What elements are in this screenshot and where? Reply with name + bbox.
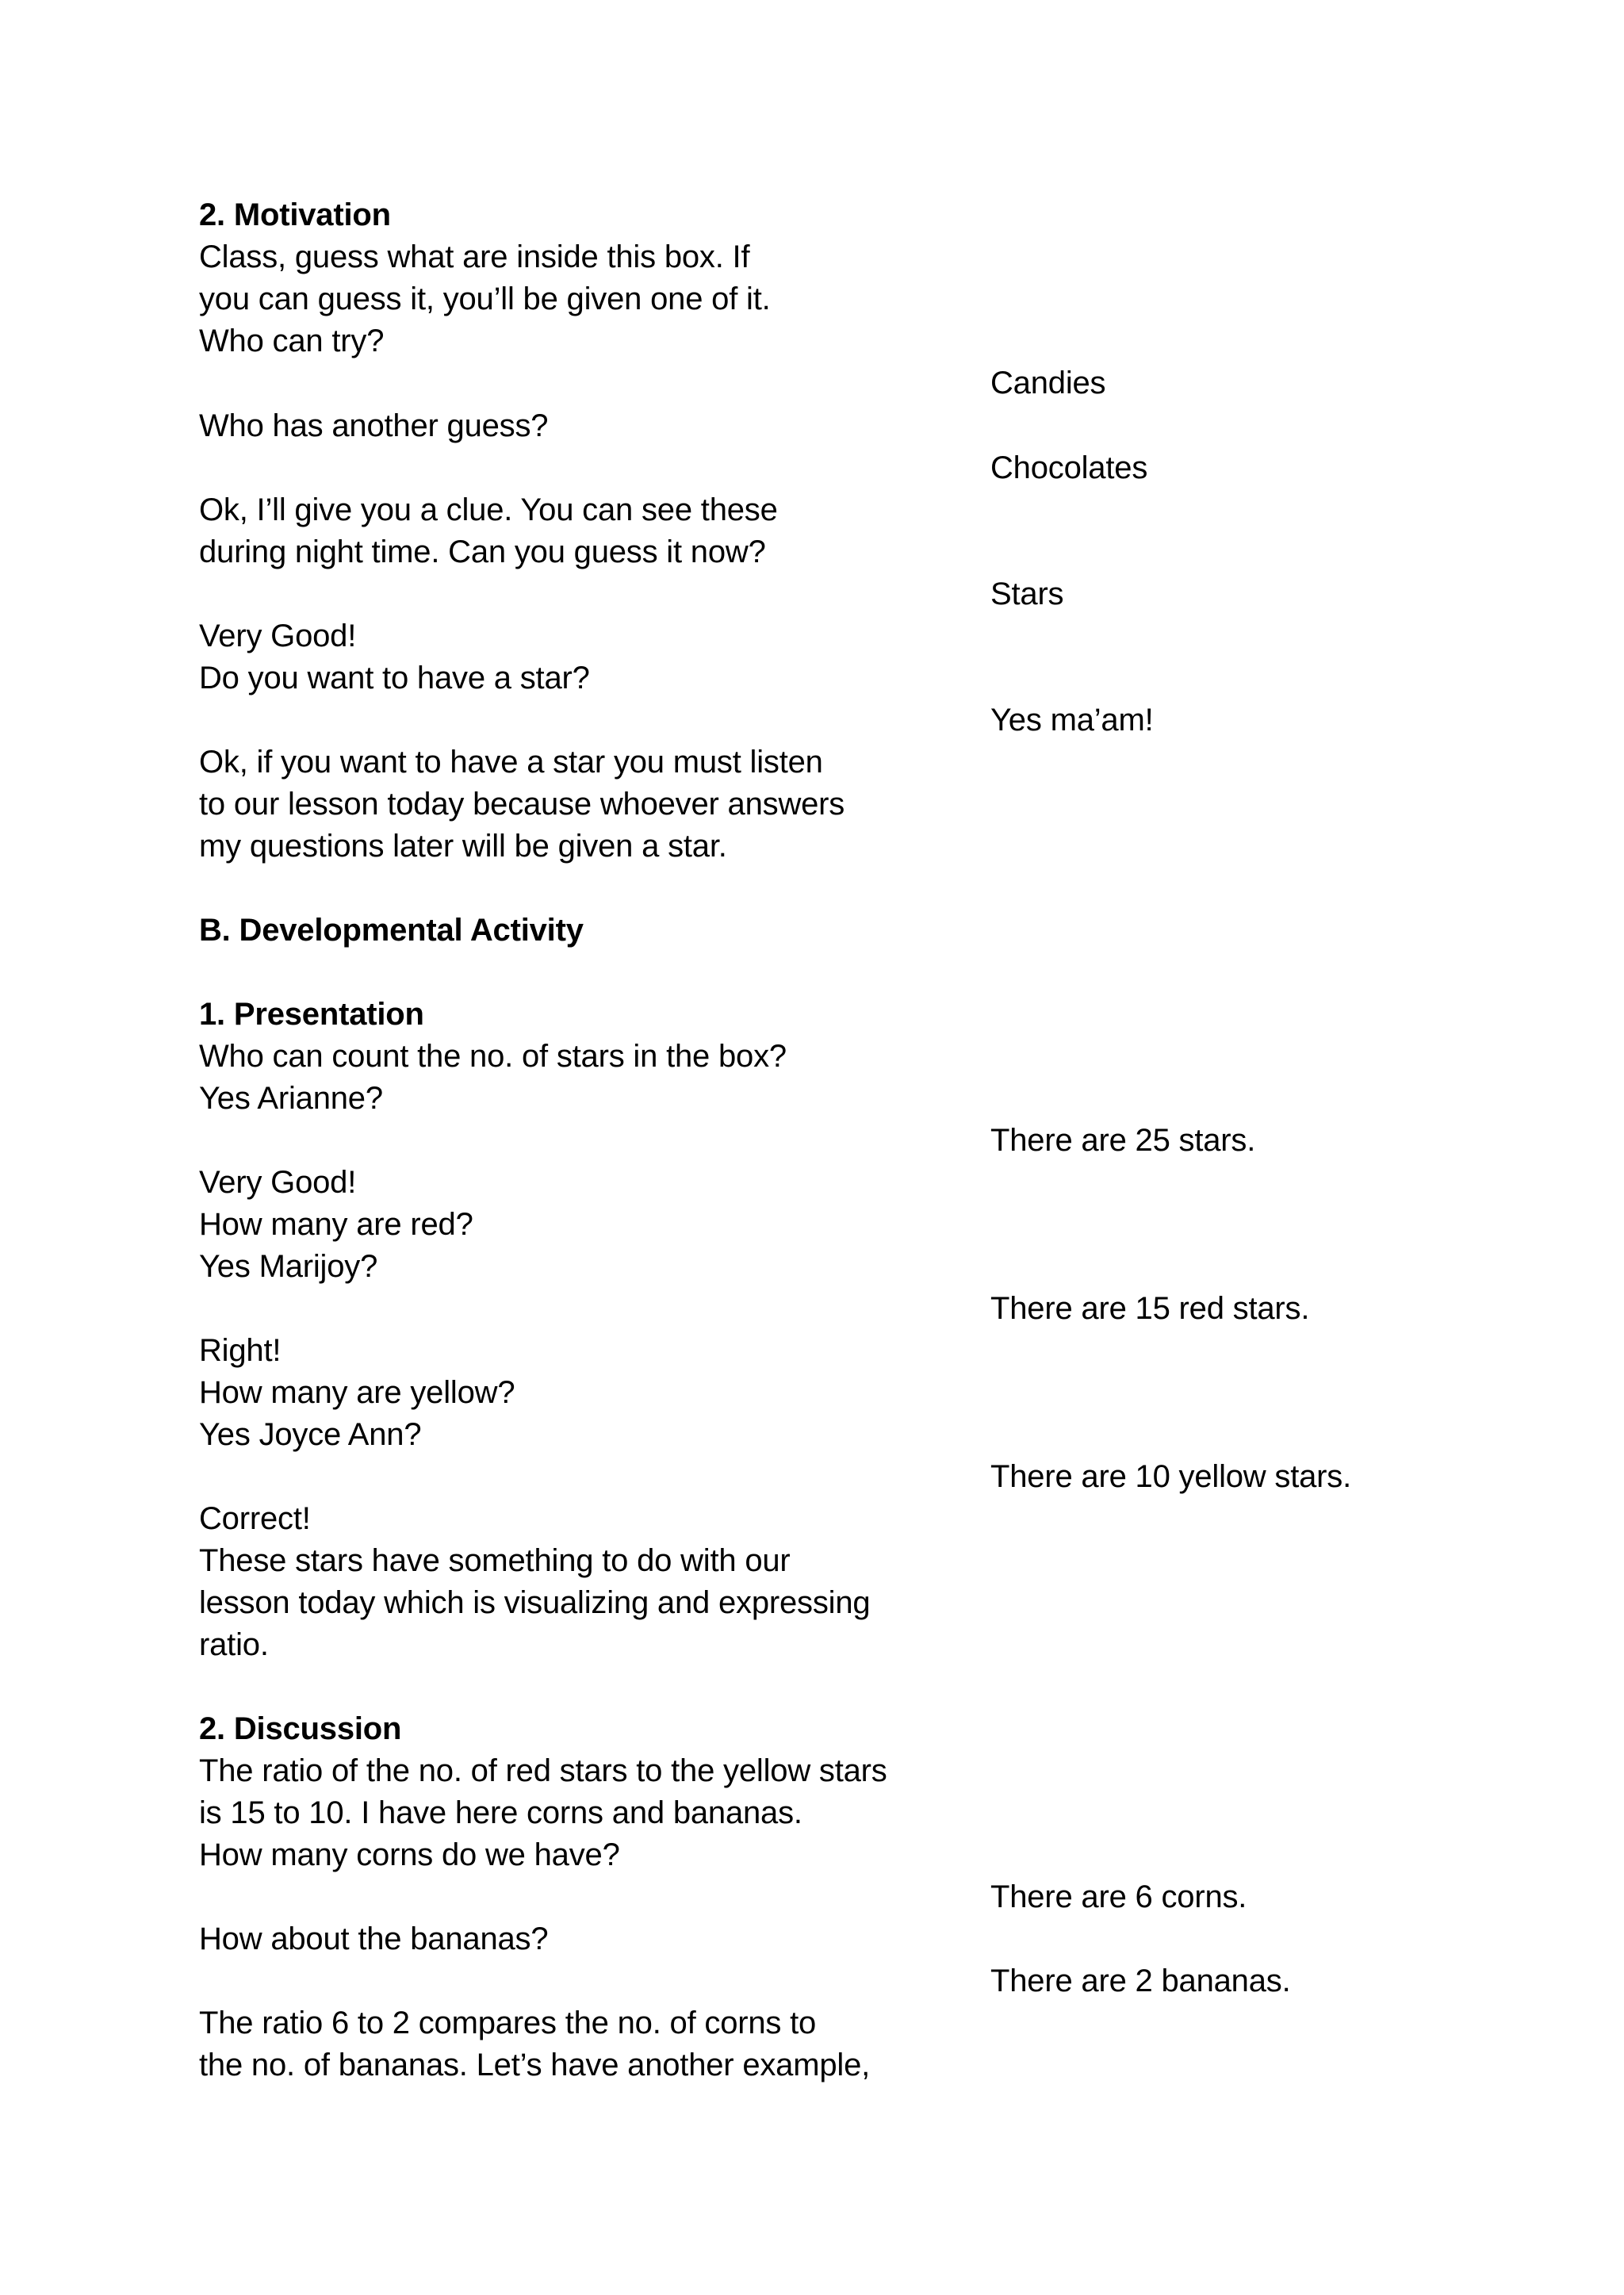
teacher-line: Class, guess what are inside this box. If xyxy=(199,239,750,274)
teacher-line: Yes Joyce Ann? xyxy=(199,1417,422,1452)
teacher-line: Do you want to have a star? xyxy=(199,661,590,695)
teacher-line: Yes Arianne? xyxy=(199,1081,383,1116)
student-response: Stars xyxy=(990,577,1064,611)
teacher-line: How many are yellow? xyxy=(199,1375,515,1410)
discussion-heading: 2. Discussion xyxy=(199,1711,402,1746)
teacher-line: Who can try? xyxy=(199,324,385,358)
student-response: There are 15 red stars. xyxy=(990,1291,1310,1326)
student-response: There are 2 bananas. xyxy=(990,1964,1291,1998)
teacher-line: Correct! xyxy=(199,1501,311,1536)
teacher-line: Who has another guess? xyxy=(199,408,549,443)
teacher-line: How many corns do we have? xyxy=(199,1837,620,1872)
teacher-line: the no. of bananas. Let’s have another example, xyxy=(199,2048,871,2082)
teacher-line: Very Good! xyxy=(199,1165,357,1200)
developmental-heading: B. Developmental Activity xyxy=(199,913,584,948)
teacher-line: lesson today which is visualizing and expressing xyxy=(199,1585,871,1620)
teacher-line: is 15 to 10. I have here corns and bananas. xyxy=(199,1795,802,1830)
teacher-line: to our lesson today because whoever answers xyxy=(199,787,845,822)
teacher-line: ratio. xyxy=(199,1627,269,1662)
teacher-line: How about the bananas? xyxy=(199,1921,549,1956)
teacher-line: you can guess it, you’ll be given one of it. xyxy=(199,282,771,316)
teacher-line: Very Good! xyxy=(199,619,357,653)
teacher-line: Right! xyxy=(199,1333,282,1368)
teacher-line: Ok, I’ll give you a clue. You can see these xyxy=(199,492,778,527)
student-response: Chocolates xyxy=(990,450,1148,485)
teacher-line: How many are red? xyxy=(199,1207,473,1242)
student-response: There are 25 stars. xyxy=(990,1123,1256,1158)
teacher-line: Ok, if you want to have a star you must listen xyxy=(199,745,823,780)
student-response: There are 6 corns. xyxy=(990,1879,1247,1914)
presentation-heading: 1. Presentation xyxy=(199,997,424,1032)
student-response: Yes ma’am! xyxy=(990,703,1154,738)
teacher-line: The ratio of the no. of red stars to the yellow stars xyxy=(199,1753,887,1788)
teacher-line: These stars have something to do with our xyxy=(199,1543,791,1578)
teacher-line: Yes Marijoy? xyxy=(199,1249,378,1284)
teacher-line: during night time. Can you guess it now? xyxy=(199,534,766,569)
student-response: There are 10 yellow stars. xyxy=(990,1459,1351,1494)
motivation-heading: 2. Motivation xyxy=(199,197,391,232)
teacher-line: my questions later will be given a star. xyxy=(199,829,727,864)
teacher-line: The ratio 6 to 2 compares the no. of corns to xyxy=(199,2006,817,2040)
teacher-line: Who can count the no. of stars in the box? xyxy=(199,1039,787,1074)
student-response: Candies xyxy=(990,366,1106,400)
